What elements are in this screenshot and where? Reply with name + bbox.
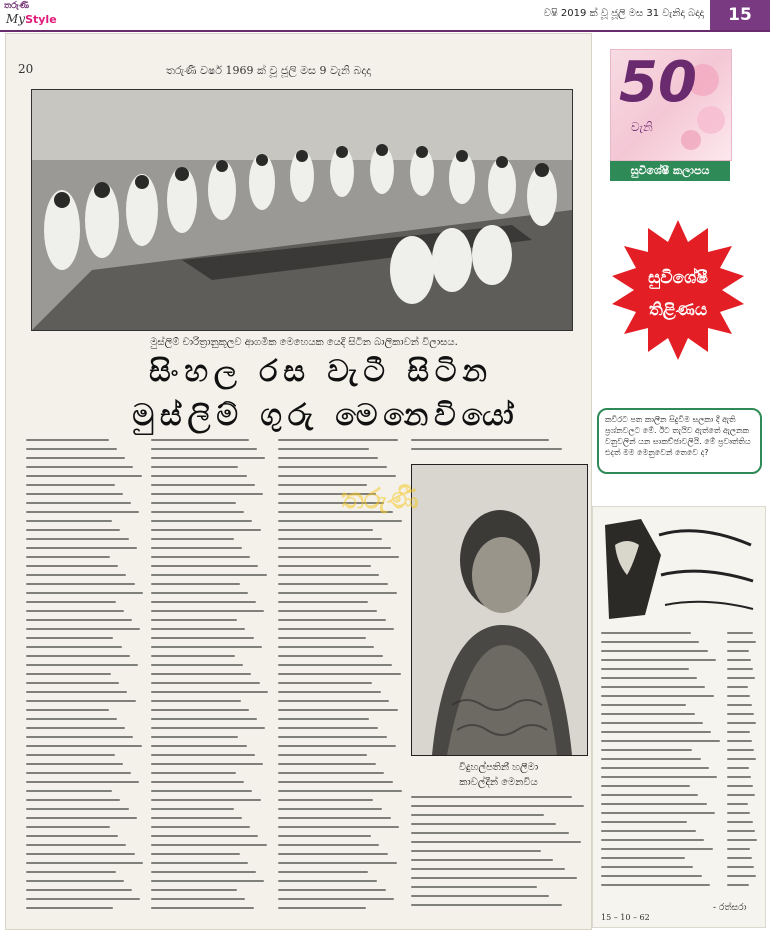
text-line [26,754,115,756]
text-line [151,619,237,621]
text-line [727,884,749,886]
text-line [26,637,113,639]
text-line [26,727,125,729]
text-line [601,668,689,670]
text-line [26,808,129,810]
text-line [151,439,249,441]
text-line [601,839,704,841]
text-line [26,601,116,603]
text-line [411,832,569,834]
quiz-box: කවිරට පත කාලීන සිදුවීම සලකා දී ඇති ප්‍රශ්නවලට මේ. ඊට තැයිව ඇත්තේ ඇලනක වනුවලින් යන සාකච්ඡාවලියි. මේ ප්‍රවෘත්තිය එදත් මම මෙනුවෙන් තෙවෙ ද? [597,408,762,474]
text-line [278,448,369,450]
text-line [601,749,692,751]
text-line [151,700,241,702]
text-line [151,664,243,666]
text-line [727,704,752,706]
text-line [601,794,698,796]
text-line [601,857,685,859]
text-line [26,718,117,720]
text-line [278,682,372,684]
anniversary-suffix: වැනි [631,120,653,134]
text-line [26,592,143,594]
page-number: 15 [710,0,770,30]
text-line [278,790,402,792]
poem-illustration [601,515,757,623]
special-gift-line-2: තිළිණය [648,300,708,320]
text-line [26,610,124,612]
text-line [26,700,136,702]
text-line [26,799,120,801]
text-line [151,520,252,522]
text-line [26,646,122,648]
text-line [727,794,755,796]
text-line [151,583,240,585]
text-line [151,853,240,855]
text-line [727,821,753,823]
text-line [26,484,115,486]
text-line [727,785,753,787]
logo-style: Style [25,13,57,26]
text-line [26,880,124,882]
special-gift-line-1: සුවිශේෂී [648,268,708,288]
text-line [278,439,398,441]
text-line [411,439,549,441]
text-line [278,835,371,837]
text-line [151,475,247,477]
text-line [26,835,118,837]
text-line [26,781,139,783]
text-line [151,754,255,756]
portrait-image [412,465,587,755]
text-line [601,875,702,877]
article-column-4-top [411,439,586,459]
poem-column-left [601,632,721,897]
poem-left-text [601,632,721,886]
text-line [601,803,707,805]
text-line [151,880,264,882]
text-line [151,691,268,693]
text-line [151,457,265,459]
text-line [278,727,378,729]
text-line [601,740,720,742]
text-line [727,668,753,670]
text-line [151,844,267,846]
text-line [151,655,235,657]
text-line [601,830,696,832]
anniversary-label: සුවිශේෂී කලාපය [610,161,730,181]
text-line [26,655,130,657]
text-line [278,862,397,864]
text-line [727,830,755,832]
text-line [26,790,112,792]
anniversary-number: 50 [619,50,697,115]
text-line [278,475,396,477]
text-line [278,781,393,783]
text-line [411,814,544,816]
poem-clipping [592,506,766,928]
text-line [278,826,399,828]
newspaper-clipping [5,33,592,930]
text-line [601,731,711,733]
article-column-1 [26,439,144,919]
anniversary-badge [610,49,732,161]
headline-line-2: මුස්ලිම් ගුරු මෙනෙවියෝ [132,398,520,433]
text-line [151,502,236,504]
text-line [151,547,242,549]
text-line [601,641,699,643]
poem-signature: - රත්සරා [713,903,747,913]
text-line [727,758,756,760]
magazine-logo [2,1,64,29]
text-line [26,556,110,558]
text-line [26,475,142,477]
text-line [151,772,236,774]
text-line [26,466,133,468]
text-line [26,817,137,819]
text-line [151,862,248,864]
text-line [278,646,374,648]
text-line [278,718,369,720]
text-line [151,745,247,747]
text-line [26,709,109,711]
text-line [601,776,717,778]
text-line [278,619,386,621]
text-line [601,650,708,652]
text-line [26,736,133,738]
text-line [278,547,391,549]
text-line [278,817,391,819]
text-line [151,763,263,765]
text-line [151,682,260,684]
text-line [151,574,267,576]
text-line [278,574,379,576]
text-line [26,529,120,531]
text-line [601,659,716,661]
poem-date: 15 – 10 – 62 [601,913,650,922]
poem-right-text [727,632,757,886]
text-line [278,853,388,855]
text-line [278,466,387,468]
text-line [727,659,751,661]
text-line [727,713,754,715]
logo-my: MyStyle [6,12,57,26]
text-line [727,641,756,643]
text-line [411,895,549,897]
text-line [151,727,265,729]
text-line [26,574,126,576]
text-line [727,812,750,814]
text-line [26,682,119,684]
text-line [151,637,254,639]
text-line [727,740,752,742]
photo-caption: මුස්ලිම් චාරිත්‍රානුකූලව ආගමික මෙහෙයක යෙදී සිටින බාලිකාවන් විලාසය. [150,337,458,348]
text-line [151,484,255,486]
text-line [278,529,373,531]
text-line [151,709,249,711]
text-line [411,796,572,798]
text-line [26,511,139,513]
text-line [151,601,256,603]
text-line [26,493,123,495]
text-line [601,632,691,634]
text-line [411,805,584,807]
text-line [151,511,244,513]
text-line [151,835,258,837]
text-line [278,565,371,567]
text-line [151,610,264,612]
text-line [727,776,751,778]
headline-line-1: සිංහල රස වැටී සිටින [149,354,493,389]
group-photo-image [32,90,572,330]
text-line [278,844,379,846]
text-line [278,772,384,774]
text-line [411,886,537,888]
text-line [278,754,367,756]
poem-column-right [727,632,757,897]
page-header [0,0,770,32]
text-line [727,749,754,751]
text-line [278,655,383,657]
text-line [26,763,123,765]
text-line [151,871,256,873]
text-line [26,628,140,630]
portrait-caption-1: විදුහල්පතිනී හලීමා [458,762,539,773]
text-line [151,790,252,792]
text-line [151,826,250,828]
text-line [26,538,129,540]
text-line [727,722,756,724]
issue-date: වෂි 2019 ක් වූ ජූලි මස 31 වැනිදා බදාදා [543,8,704,19]
text-line [278,610,377,612]
text-line [278,556,399,558]
text-line [151,628,245,630]
text-line [26,457,125,459]
text-line [278,520,402,522]
text-line [151,736,238,738]
text-line [278,907,366,909]
text-line [727,650,749,652]
text-line [727,866,754,868]
clipping-date: තරුණී වර්ෂ 1969 ක් වූ ජූලි මස 9 වැනි බදාදා [166,64,371,77]
column-1-text [26,439,144,909]
portrait-photo [411,464,588,756]
text-line [151,556,250,558]
text-line [151,907,254,909]
text-line [151,448,257,450]
text-line [151,898,245,900]
text-line [411,868,565,870]
text-line [26,862,143,864]
text-line [278,808,382,810]
text-line [26,583,135,585]
text-line [26,673,111,675]
text-line [601,695,714,697]
text-line [278,601,368,603]
group-photo [31,89,573,331]
starburst-icon [608,220,748,360]
text-line [411,877,577,879]
text-line [727,677,755,679]
text-line [151,538,234,540]
text-line [601,704,686,706]
text-line [278,709,398,711]
text-line [601,866,693,868]
text-line [278,898,394,900]
text-line [278,457,378,459]
text-line [26,772,131,774]
text-line [727,686,748,688]
text-line [278,637,366,639]
text-line [26,907,113,909]
text-line [411,850,541,852]
text-line [26,826,110,828]
text-line [278,736,387,738]
text-line [151,646,262,648]
text-line [727,803,748,805]
text-line [278,700,389,702]
column-2-text [151,439,269,909]
text-line [601,677,697,679]
logo-sinhala: තරුණි [4,1,29,11]
text-line [601,821,687,823]
text-line [278,763,376,765]
text-line [26,853,135,855]
text-line [278,889,386,891]
text-line [151,493,263,495]
text-line [26,745,142,747]
text-line [151,466,238,468]
text-line [278,691,381,693]
text-line [601,758,701,760]
text-line [601,686,705,688]
text-line [727,731,750,733]
text-line [727,839,757,841]
watermark-text: තරුණී [341,482,419,515]
text-line [278,538,382,540]
text-line [151,592,248,594]
text-line [601,713,695,715]
text-line [26,844,126,846]
text-line [26,889,132,891]
text-line [26,691,127,693]
clipping-page-number: 20 [18,62,34,76]
text-line [26,871,116,873]
text-line [278,583,388,585]
text-line [26,547,137,549]
text-line [601,785,690,787]
column-4-bottom-text [411,796,586,906]
text-line [727,857,752,859]
text-line [601,848,713,850]
article-column-2 [151,439,269,919]
text-line [278,673,401,675]
text-line [151,529,261,531]
text-line [411,823,556,825]
text-line [26,664,138,666]
text-line [26,565,118,567]
text-line [151,799,261,801]
text-line [601,722,703,724]
text-line [151,781,244,783]
text-line [26,502,131,504]
text-line [727,695,750,697]
text-line [601,767,709,769]
text-line [411,904,562,906]
text-line [727,875,756,877]
text-line [601,812,715,814]
text-line [278,799,373,801]
text-line [151,889,237,891]
text-line [727,767,749,769]
text-line [26,439,109,441]
text-line [26,520,112,522]
text-line [278,871,368,873]
text-line [411,859,553,861]
text-line [278,880,377,882]
column-4-top-text [411,439,586,450]
text-line [26,619,132,621]
text-line [278,664,392,666]
portrait-caption-2: කාවල්දීන් මෙනවිය [459,777,538,788]
text-line [278,745,396,747]
text-line [601,884,710,886]
text-line [278,592,397,594]
text-line [151,817,242,819]
text-line [151,718,257,720]
article-column-4-bottom [411,796,586,921]
text-line [26,448,117,450]
text-line [411,448,562,450]
text-line [278,628,394,630]
text-line [151,808,234,810]
text-line [727,848,750,850]
text-line [26,898,140,900]
text-line [151,565,258,567]
text-line [727,632,753,634]
text-line [151,673,251,675]
text-line [411,841,581,843]
